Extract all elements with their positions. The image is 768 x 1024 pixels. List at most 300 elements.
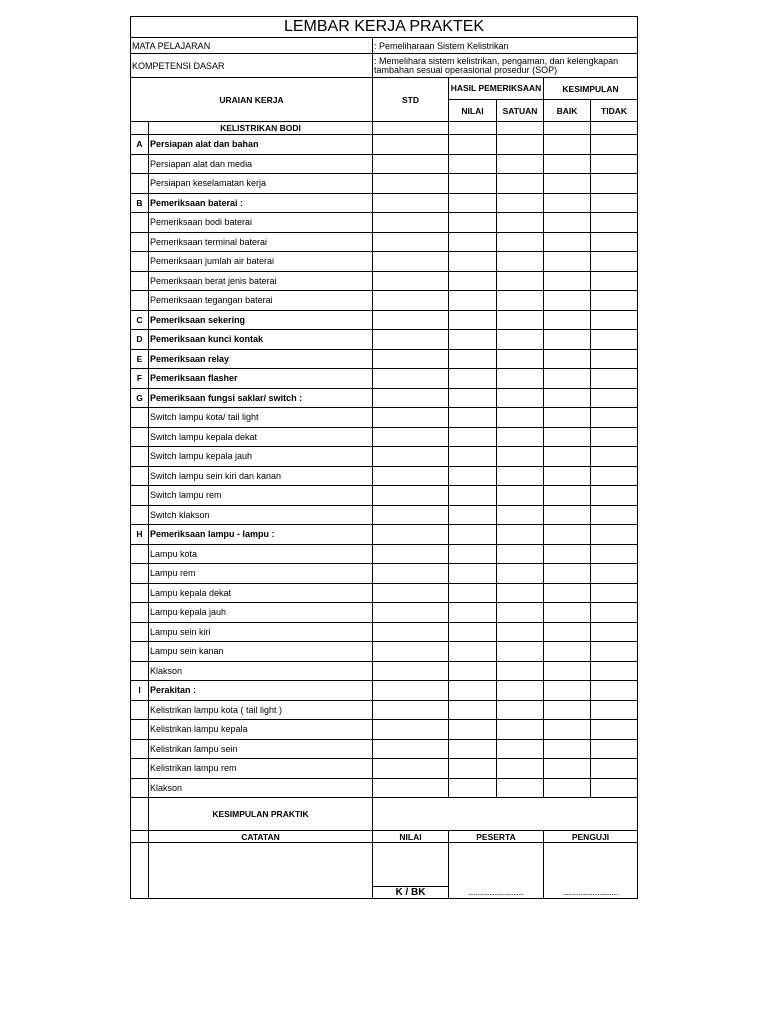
baik-cell[interactable] [544, 544, 591, 564]
task-description: Pemeriksaan tegangan baterai [149, 291, 373, 311]
penguji-signature-line: ................................ [544, 887, 638, 899]
satuan-cell[interactable] [497, 661, 544, 681]
task-description: Pemeriksaan terminal baterai [149, 232, 373, 252]
nilai-cell[interactable] [449, 642, 497, 662]
task-letter [131, 232, 149, 252]
satuan-cell[interactable] [497, 291, 544, 311]
task-letter [131, 427, 149, 447]
std-cell[interactable] [373, 466, 449, 486]
nilai-cell[interactable] [449, 486, 497, 506]
baik-cell[interactable] [544, 759, 591, 779]
task-letter [131, 447, 149, 467]
std-cell[interactable] [373, 388, 449, 408]
baik-cell[interactable] [544, 642, 591, 662]
satuan-cell[interactable] [497, 544, 544, 564]
tidak-cell[interactable] [591, 427, 638, 447]
penguji-sign-area[interactable] [544, 843, 638, 887]
catatan-field[interactable] [149, 843, 373, 899]
nilai-cell[interactable] [449, 583, 497, 603]
task-row [131, 330, 638, 350]
baik-cell[interactable] [544, 505, 591, 525]
satuan-cell[interactable] [497, 681, 544, 701]
task-letter [131, 408, 149, 428]
task-letter [131, 759, 149, 779]
task-row [131, 720, 638, 740]
section-std-cell [373, 122, 449, 135]
task-row [131, 193, 638, 213]
task-description: Lampu kepala jauh [149, 603, 373, 623]
tidak-cell[interactable] [591, 564, 638, 584]
peserta-label: PESERTA [449, 831, 544, 843]
task-letter: H [131, 525, 149, 545]
task-letter [131, 291, 149, 311]
baik-cell[interactable] [544, 603, 591, 623]
baik-cell[interactable] [544, 447, 591, 467]
task-row [131, 213, 638, 233]
nilai-cell[interactable] [449, 700, 497, 720]
task-letter: F [131, 369, 149, 389]
section-tidak-cell [591, 122, 638, 135]
task-row [131, 232, 638, 252]
task-description: Kelistrikan lampu rem [149, 759, 373, 779]
tidak-cell[interactable] [591, 505, 638, 525]
task-row [131, 408, 638, 428]
tidak-cell[interactable] [591, 622, 638, 642]
task-description: Lampu rem [149, 564, 373, 584]
nilai-cell[interactable] [449, 447, 497, 467]
task-letter: A [131, 135, 149, 155]
tidak-cell[interactable] [591, 466, 638, 486]
std-cell[interactable] [373, 681, 449, 701]
baik-cell[interactable] [544, 622, 591, 642]
tidak-cell[interactable] [591, 310, 638, 330]
std-cell[interactable] [373, 135, 449, 155]
std-cell[interactable] [373, 583, 449, 603]
header-kesimpulan: KESIMPULAN [544, 78, 638, 100]
satuan-cell[interactable] [497, 603, 544, 623]
task-letter [131, 739, 149, 759]
task-description: Klakson [149, 661, 373, 681]
task-row [131, 466, 638, 486]
task-row [131, 388, 638, 408]
nilai-cell[interactable] [449, 174, 497, 194]
task-letter [131, 778, 149, 798]
header-nilai: NILAI [449, 100, 497, 122]
task-letter [131, 564, 149, 584]
std-cell[interactable] [373, 154, 449, 174]
task-letter: B [131, 193, 149, 213]
task-description: Switch lampu sein kiri dan kanan [149, 466, 373, 486]
task-description: Persiapan keselamatan kerja [149, 174, 373, 194]
nilai-cell[interactable] [449, 291, 497, 311]
task-letter [131, 486, 149, 506]
baik-cell[interactable] [544, 154, 591, 174]
section-satuan-cell [497, 122, 544, 135]
catatan-label: CATATAN [149, 831, 373, 843]
baik-cell[interactable] [544, 252, 591, 272]
task-row [131, 759, 638, 779]
std-cell[interactable] [373, 271, 449, 291]
baik-cell[interactable] [544, 135, 591, 155]
std-cell[interactable] [373, 720, 449, 740]
std-cell[interactable] [373, 603, 449, 623]
tidak-cell[interactable] [591, 135, 638, 155]
baik-cell[interactable] [544, 232, 591, 252]
baik-cell[interactable] [544, 583, 591, 603]
header-satuan: SATUAN [497, 100, 544, 122]
task-row [131, 135, 638, 155]
tidak-cell[interactable] [591, 174, 638, 194]
baik-cell[interactable] [544, 486, 591, 506]
task-description: Switch lampu rem [149, 486, 373, 506]
task-letter: D [131, 330, 149, 350]
header-baik: BAIK [544, 100, 591, 122]
task-description: Pemeriksaan baterai : [149, 193, 373, 213]
task-description: Pemeriksaan sekering [149, 310, 373, 330]
nilai-cell[interactable] [449, 427, 497, 447]
satuan-cell[interactable] [497, 564, 544, 584]
task-description: Kelistrikan lampu kepala [149, 720, 373, 740]
satuan-cell[interactable] [497, 427, 544, 447]
satuan-cell[interactable] [497, 525, 544, 545]
nilai-cell[interactable] [449, 681, 497, 701]
task-letter [131, 154, 149, 174]
nilai-cell[interactable] [449, 466, 497, 486]
nilai-cell[interactable] [449, 232, 497, 252]
baik-cell[interactable] [544, 174, 591, 194]
tidak-cell[interactable] [591, 388, 638, 408]
header-tidak: TIDAK [591, 100, 638, 122]
satuan-cell[interactable] [497, 778, 544, 798]
std-cell[interactable] [373, 232, 449, 252]
task-letter [131, 466, 149, 486]
k-bk-label: K / BK [373, 887, 449, 899]
satuan-cell[interactable] [497, 369, 544, 389]
tidak-cell[interactable] [591, 583, 638, 603]
satuan-cell[interactable] [497, 466, 544, 486]
satuan-cell[interactable] [497, 720, 544, 740]
kompetensi-label: KOMPETENSI DASAR [131, 54, 373, 78]
nilai-cell[interactable] [449, 330, 497, 350]
tidak-cell[interactable] [591, 369, 638, 389]
task-description: Pemeriksaan fungsi saklar/ switch : [149, 388, 373, 408]
task-description: Lampu sein kanan [149, 642, 373, 662]
nilai-cell[interactable] [449, 525, 497, 545]
std-cell[interactable] [373, 622, 449, 642]
worksheet-title: LEMBAR KERJA PRAKTEK [131, 17, 638, 38]
std-cell[interactable] [373, 739, 449, 759]
satuan-cell[interactable] [497, 232, 544, 252]
satuan-cell[interactable] [497, 505, 544, 525]
nilai-cell[interactable] [449, 408, 497, 428]
task-letter [131, 661, 149, 681]
tidak-cell[interactable] [591, 291, 638, 311]
task-row [131, 681, 638, 701]
nilai-cell[interactable] [449, 193, 497, 213]
task-description: Pemeriksaan bodi baterai [149, 213, 373, 233]
std-cell[interactable] [373, 330, 449, 350]
task-description: Switch lampu kepala dekat [149, 427, 373, 447]
satuan-cell[interactable] [497, 193, 544, 213]
tidak-cell[interactable] [591, 193, 638, 213]
baik-cell[interactable] [544, 310, 591, 330]
task-row [131, 700, 638, 720]
std-cell[interactable] [373, 310, 449, 330]
baik-cell[interactable] [544, 291, 591, 311]
satuan-cell[interactable] [497, 642, 544, 662]
kesimpulan-letter-cell [131, 798, 149, 831]
std-cell[interactable] [373, 252, 449, 272]
footer-nilai-label: NILAI [373, 831, 449, 843]
nilai-cell[interactable] [449, 603, 497, 623]
worksheet-table [130, 16, 638, 899]
tidak-cell[interactable] [591, 681, 638, 701]
baik-cell[interactable] [544, 700, 591, 720]
std-cell[interactable] [373, 174, 449, 194]
tidak-cell[interactable] [591, 544, 638, 564]
task-letter [131, 700, 149, 720]
nilai-cell[interactable] [449, 252, 497, 272]
std-cell[interactable] [373, 447, 449, 467]
std-cell[interactable] [373, 408, 449, 428]
task-description: Lampu kepala dekat [149, 583, 373, 603]
nilai-cell[interactable] [449, 369, 497, 389]
task-letter: C [131, 310, 149, 330]
satuan-cell[interactable] [497, 408, 544, 428]
task-row [131, 427, 638, 447]
tidak-cell[interactable] [591, 720, 638, 740]
task-letter [131, 642, 149, 662]
task-row [131, 447, 638, 467]
baik-cell[interactable] [544, 213, 591, 233]
nilai-cell[interactable] [449, 622, 497, 642]
mata-pelajaran-label: MATA PELAJARAN [131, 38, 373, 54]
nilai-cell[interactable] [449, 349, 497, 369]
task-letter: E [131, 349, 149, 369]
baik-cell[interactable] [544, 661, 591, 681]
baik-cell[interactable] [544, 681, 591, 701]
tidak-cell[interactable] [591, 603, 638, 623]
task-description: Lampu sein kiri [149, 622, 373, 642]
std-cell[interactable] [373, 369, 449, 389]
baik-cell[interactable] [544, 525, 591, 545]
penguji-label: PENGUJI [544, 831, 638, 843]
satuan-cell[interactable] [497, 486, 544, 506]
tidak-cell[interactable] [591, 154, 638, 174]
tidak-cell[interactable] [591, 778, 638, 798]
task-letter [131, 720, 149, 740]
std-cell[interactable] [373, 427, 449, 447]
section-title: KELISTRIKAN BODI [149, 122, 373, 135]
nilai-cell[interactable] [449, 135, 497, 155]
task-description: Switch lampu kepala jauh [149, 447, 373, 467]
tidak-cell[interactable] [591, 252, 638, 272]
nilai-cell[interactable] [449, 310, 497, 330]
task-description: Persiapan alat dan media [149, 154, 373, 174]
task-row [131, 564, 638, 584]
task-row [131, 583, 638, 603]
satuan-cell[interactable] [497, 154, 544, 174]
satuan-cell[interactable] [497, 583, 544, 603]
nilai-cell[interactable] [449, 544, 497, 564]
task-letter [131, 271, 149, 291]
task-description: Switch lampu kota/ tail light [149, 408, 373, 428]
nilai-cell[interactable] [449, 564, 497, 584]
tidak-cell[interactable] [591, 232, 638, 252]
satuan-cell[interactable] [497, 330, 544, 350]
nilai-cell[interactable] [449, 661, 497, 681]
task-row [131, 622, 638, 642]
task-letter [131, 603, 149, 623]
task-description: Perakitan : [149, 681, 373, 701]
satuan-cell[interactable] [497, 271, 544, 291]
satuan-cell[interactable] [497, 213, 544, 233]
tidak-cell[interactable] [591, 661, 638, 681]
std-cell[interactable] [373, 193, 449, 213]
task-row [131, 525, 638, 545]
task-row [131, 349, 638, 369]
nilai-cell[interactable] [449, 739, 497, 759]
task-row [131, 291, 638, 311]
kesimpulan-praktik-label: KESIMPULAN PRAKTIK [149, 798, 373, 831]
task-row [131, 661, 638, 681]
satuan-cell[interactable] [497, 622, 544, 642]
tidak-cell[interactable] [591, 330, 638, 350]
task-description: Pemeriksaan jumlah air baterai [149, 252, 373, 272]
std-cell[interactable] [373, 505, 449, 525]
task-row [131, 544, 638, 564]
baik-cell[interactable] [544, 388, 591, 408]
baik-cell[interactable] [544, 427, 591, 447]
tidak-cell[interactable] [591, 486, 638, 506]
satuan-cell[interactable] [497, 135, 544, 155]
catatan-letter-cell [131, 831, 149, 843]
std-cell[interactable] [373, 759, 449, 779]
tidak-cell[interactable] [591, 213, 638, 233]
task-description: Pemeriksaan relay [149, 349, 373, 369]
task-row [131, 642, 638, 662]
satuan-cell[interactable] [497, 700, 544, 720]
tidak-cell[interactable] [591, 642, 638, 662]
nilai-cell[interactable] [449, 271, 497, 291]
satuan-cell[interactable] [497, 447, 544, 467]
nilai-field[interactable] [373, 843, 449, 887]
std-cell[interactable] [373, 349, 449, 369]
task-row [131, 778, 638, 798]
std-cell[interactable] [373, 291, 449, 311]
satuan-cell[interactable] [497, 759, 544, 779]
mata-pelajaran-value: : Pemeliharaan Sistem Kelistrikan [373, 38, 638, 54]
baik-cell[interactable] [544, 271, 591, 291]
task-row [131, 310, 638, 330]
task-letter [131, 213, 149, 233]
task-row [131, 739, 638, 759]
task-description: Klakson [149, 778, 373, 798]
tidak-cell[interactable] [591, 349, 638, 369]
satuan-cell[interactable] [497, 388, 544, 408]
std-cell[interactable] [373, 486, 449, 506]
catatan-letter-blank [131, 843, 149, 899]
task-description: Lampu kota [149, 544, 373, 564]
std-cell[interactable] [373, 564, 449, 584]
tidak-cell[interactable] [591, 271, 638, 291]
baik-cell[interactable] [544, 564, 591, 584]
task-description: Switch klakson [149, 505, 373, 525]
task-description: Pemeriksaan flasher [149, 369, 373, 389]
std-cell[interactable] [373, 778, 449, 798]
satuan-cell[interactable] [497, 739, 544, 759]
task-description: Persiapan alat dan bahan [149, 135, 373, 155]
nilai-cell[interactable] [449, 720, 497, 740]
task-row [131, 486, 638, 506]
task-description: Kelistrikan lampu kota ( tail light ) [149, 700, 373, 720]
task-letter: I [131, 681, 149, 701]
std-cell[interactable] [373, 700, 449, 720]
baik-cell[interactable] [544, 193, 591, 213]
satuan-cell[interactable] [497, 349, 544, 369]
std-cell[interactable] [373, 661, 449, 681]
task-row [131, 174, 638, 194]
task-description: Pemeriksaan lampu - lampu : [149, 525, 373, 545]
baik-cell[interactable] [544, 466, 591, 486]
baik-cell[interactable] [544, 330, 591, 350]
nilai-cell[interactable] [449, 213, 497, 233]
baik-cell[interactable] [544, 349, 591, 369]
baik-cell[interactable] [544, 408, 591, 428]
task-row [131, 271, 638, 291]
task-description: Pemeriksaan kunci kontak [149, 330, 373, 350]
satuan-cell[interactable] [497, 174, 544, 194]
task-row [131, 603, 638, 623]
baik-cell[interactable] [544, 369, 591, 389]
nilai-cell[interactable] [449, 759, 497, 779]
tidak-cell[interactable] [591, 700, 638, 720]
tidak-cell[interactable] [591, 447, 638, 467]
header-uraian-kerja: URAIAN KERJA [131, 78, 373, 122]
peserta-signature-line: ................................ [449, 887, 544, 899]
satuan-cell[interactable] [497, 252, 544, 272]
satuan-cell[interactable] [497, 310, 544, 330]
tidak-cell[interactable] [591, 759, 638, 779]
baik-cell[interactable] [544, 778, 591, 798]
task-letter [131, 505, 149, 525]
nilai-cell[interactable] [449, 778, 497, 798]
tidak-cell[interactable] [591, 739, 638, 759]
task-letter [131, 252, 149, 272]
section-letter-cell [131, 122, 149, 135]
task-description: Kelistrikan lampu sein [149, 739, 373, 759]
baik-cell[interactable] [544, 720, 591, 740]
nilai-cell[interactable] [449, 505, 497, 525]
task-row [131, 252, 638, 272]
nilai-cell[interactable] [449, 154, 497, 174]
baik-cell[interactable] [544, 739, 591, 759]
std-cell[interactable] [373, 642, 449, 662]
peserta-sign-area[interactable] [449, 843, 544, 887]
task-description: Pemeriksaan berat jenis baterai [149, 271, 373, 291]
task-letter [131, 174, 149, 194]
tidak-cell[interactable] [591, 525, 638, 545]
task-row [131, 369, 638, 389]
task-letter [131, 544, 149, 564]
task-letter [131, 622, 149, 642]
std-cell[interactable] [373, 213, 449, 233]
std-cell[interactable] [373, 525, 449, 545]
kesimpulan-praktik-field[interactable] [373, 798, 638, 831]
std-cell[interactable] [373, 544, 449, 564]
tidak-cell[interactable] [591, 408, 638, 428]
nilai-cell[interactable] [449, 388, 497, 408]
